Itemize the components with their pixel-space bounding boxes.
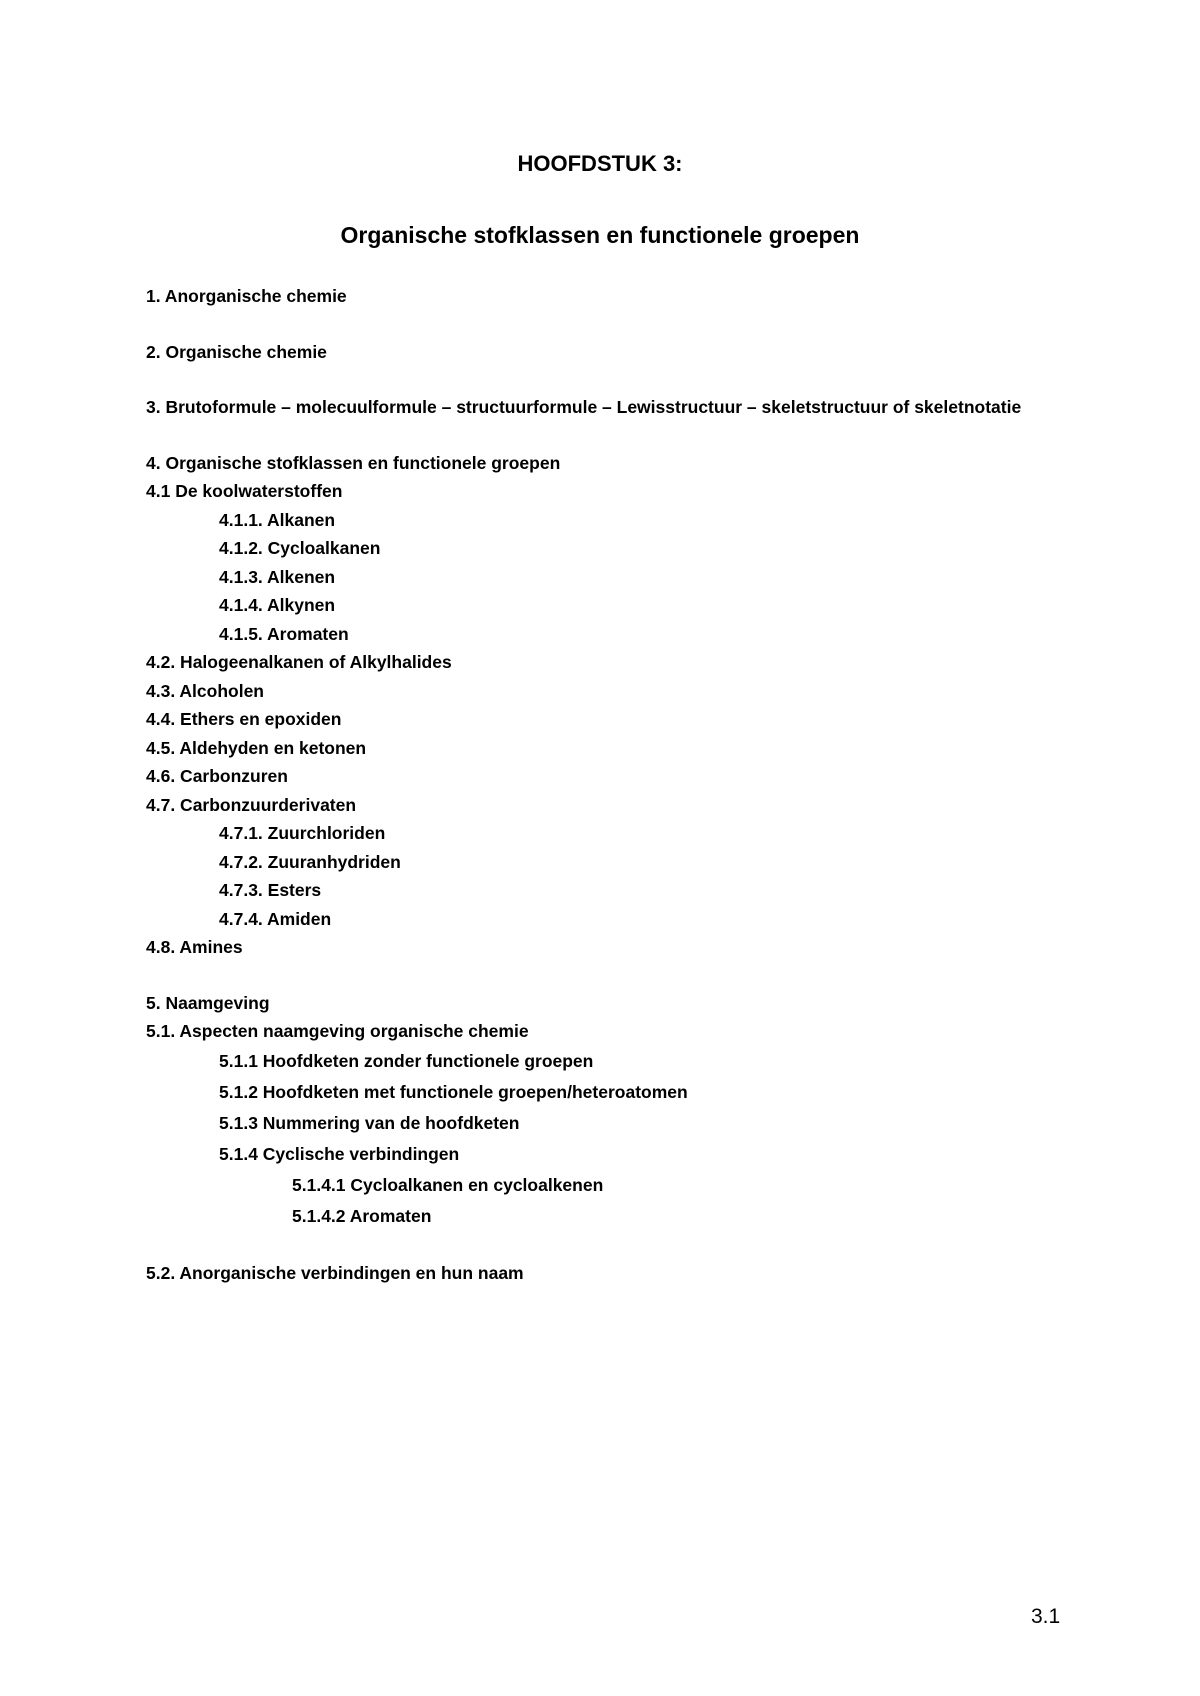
toc-item-4-7-3: 4.7.3. Esters [219,880,322,900]
toc-item-4-7: 4.7. Carbonzuurderivaten [146,794,357,815]
toc-item-4-7-2: 4.7.2. Zuuranhydriden [219,851,401,872]
toc-item-5: 5. Naamgeving [146,992,270,1013]
toc-item-4-1-2: 4.1.2. Cycloalkanen [219,538,381,558]
page-number: 3.1 [1031,1605,1061,1628]
toc-item-5-1-2: 5.1.2 Hoofdketen met functionele groepen/heteroatomen [219,1081,688,1102]
toc-item-4-1-3: 4.1.3. Alkenen [219,566,336,587]
toc-item-4-3: 4.3. Alcoholen [146,680,264,701]
toc-item-5-1-4: 5.1.4 Cyclische verbindingen [219,1143,460,1164]
toc-item-5-1: 5.1. Aspecten naamgeving organische chemie [146,1021,529,1041]
toc-item-4-1: 4.1 De koolwaterstoffen [146,481,343,501]
toc-item-4-4: 4.4. Ethers en epoxiden [146,709,342,729]
table-of-contents [146,282,1046,1287]
toc-item-4-6: 4.6. Carbonzuren [146,766,288,786]
toc-item-4-7-1: 4.7.1. Zuurchloriden [219,823,386,843]
toc-item-5-2: 5.2. Anorganische verbindingen en hun naam [146,1262,524,1283]
toc-item-5-1-3: 5.1.3 Nummering van de hoofdketen [219,1112,520,1133]
toc-item-4-7-4: 4.7.4. Amiden [219,908,332,929]
toc-item-4-8: 4.8. Amines [146,937,243,957]
toc-item-4-5: 4.5. Aldehyden en ketonen [146,737,367,758]
toc-item-4-2: 4.2. Halogeenalkanen of Alkylhalides [146,652,452,672]
toc-item-3: 3. Brutoformule – molecuulformule – structuurformule – Lewisstructuur – skeletstructuur of skeletnotatie [146,397,1022,417]
toc-item-1: 1. Anorganische chemie [146,286,347,306]
toc-item-2: 2. Organische chemie [146,341,327,362]
toc-item-4-1-4: 4.1.4. Alkynen [219,595,336,615]
chapter-heading: HOOFDSTUK 3: [517,151,683,176]
toc-item-4-1-1: 4.1.1. Alkanen [219,509,336,530]
toc-item-4: 4. Organische stofklassen en functionele groepen [146,452,561,473]
toc-item-5-1-4-1: 5.1.4.1 Cycloalkanen en cycloalkenen [292,1174,604,1195]
toc-item-5-1-1: 5.1.1 Hoofdketen zonder functionele groepen [219,1050,594,1071]
page-title: Organische stofklassen en functionele groepen [340,222,860,248]
toc-item-5-1-4-2: 5.1.4.2 Aromaten [292,1205,432,1226]
toc-item-4-1-5: 4.1.5. Aromaten [219,623,349,644]
